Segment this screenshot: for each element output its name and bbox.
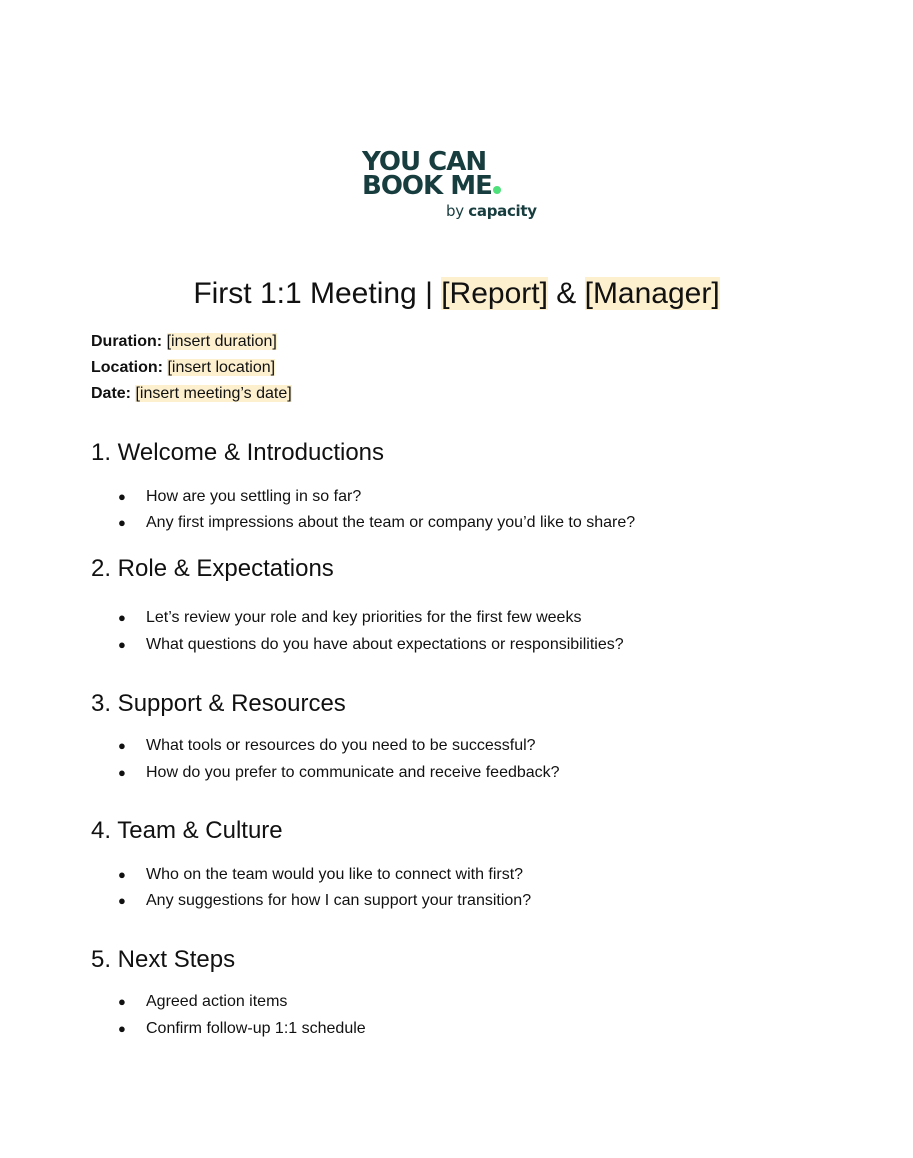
bullet-icon: ●	[118, 515, 126, 530]
list-item	[118, 991, 287, 1013]
list-item-text: Any suggestions for how I can support your transition?	[146, 892, 532, 909]
bullet-icon: ●	[118, 1021, 126, 1036]
page-title	[0, 274, 913, 314]
duration-value: [insert duration]	[166, 333, 277, 350]
list-item-text: What tools or resources do you need to be successful?	[146, 737, 536, 754]
list-item	[118, 735, 536, 757]
date-value: [insert meeting’s date]	[135, 385, 292, 402]
list-item-text: How do you prefer to communicate and receive feedback?	[146, 764, 560, 781]
list-item-text: Who on the team would you like to connect with first?	[146, 866, 524, 883]
date-label: Date:	[91, 385, 132, 402]
logo-byline	[446, 202, 537, 220]
bullet-icon: ●	[118, 867, 126, 882]
list-item-text: Confirm follow-up 1:1 schedule	[146, 1020, 366, 1037]
section-heading: 4. Team & Culture	[91, 817, 283, 844]
bullet-icon: ●	[118, 489, 126, 504]
logo-dot-icon	[493, 186, 501, 194]
title-prefix: First 1:1 Meeting |	[193, 277, 442, 310]
list-item-text: Any first impressions about the team or company you’d like to share?	[146, 514, 636, 531]
logo-line-1: YOU CAN	[362, 147, 487, 177]
title-manager-placeholder: [Manager]	[584, 277, 720, 310]
bullet-icon: ●	[118, 637, 126, 652]
list-item-text: What questions do you have about expectations or responsibilities?	[146, 636, 624, 653]
location-value: [insert location]	[167, 359, 276, 376]
logo-by-word: by	[446, 202, 464, 220]
list-item	[118, 864, 523, 886]
meta-location	[91, 357, 275, 379]
title-report-placeholder: [Report]	[441, 277, 548, 310]
bullet-icon: ●	[118, 738, 126, 753]
bullet-icon: ●	[118, 994, 126, 1009]
logo-brand-word: capacity	[468, 202, 537, 220]
list-item	[118, 512, 635, 534]
section-heading: 3. Support & Resources	[91, 690, 346, 717]
section-heading: 1. Welcome & Introductions	[91, 439, 385, 466]
section-heading: 2. Role & Expectations	[91, 555, 334, 582]
company-logo	[362, 147, 562, 225]
list-item	[118, 762, 560, 784]
list-item	[118, 890, 531, 912]
bullet-icon: ●	[118, 765, 126, 780]
section-heading: 5. Next Steps	[91, 946, 236, 973]
list-item-text: Let’s review your role and key priorities for the first few weeks	[146, 609, 582, 626]
location-label: Location:	[91, 359, 163, 376]
bullet-icon: ●	[118, 893, 126, 908]
list-item	[118, 1018, 366, 1040]
logo-line-2-text: BOOK ME	[362, 171, 492, 201]
list-item	[118, 607, 581, 629]
meta-duration	[91, 331, 277, 353]
list-item-text: How are you settling in so far?	[146, 488, 362, 505]
bullet-icon: ●	[118, 610, 126, 625]
title-joiner: &	[547, 277, 585, 310]
list-item	[118, 486, 361, 508]
list-item-text: Agreed action items	[146, 993, 288, 1010]
logo-line-2	[362, 171, 562, 201]
list-item	[118, 634, 624, 656]
meta-date	[91, 383, 292, 405]
duration-label: Duration:	[91, 333, 163, 350]
